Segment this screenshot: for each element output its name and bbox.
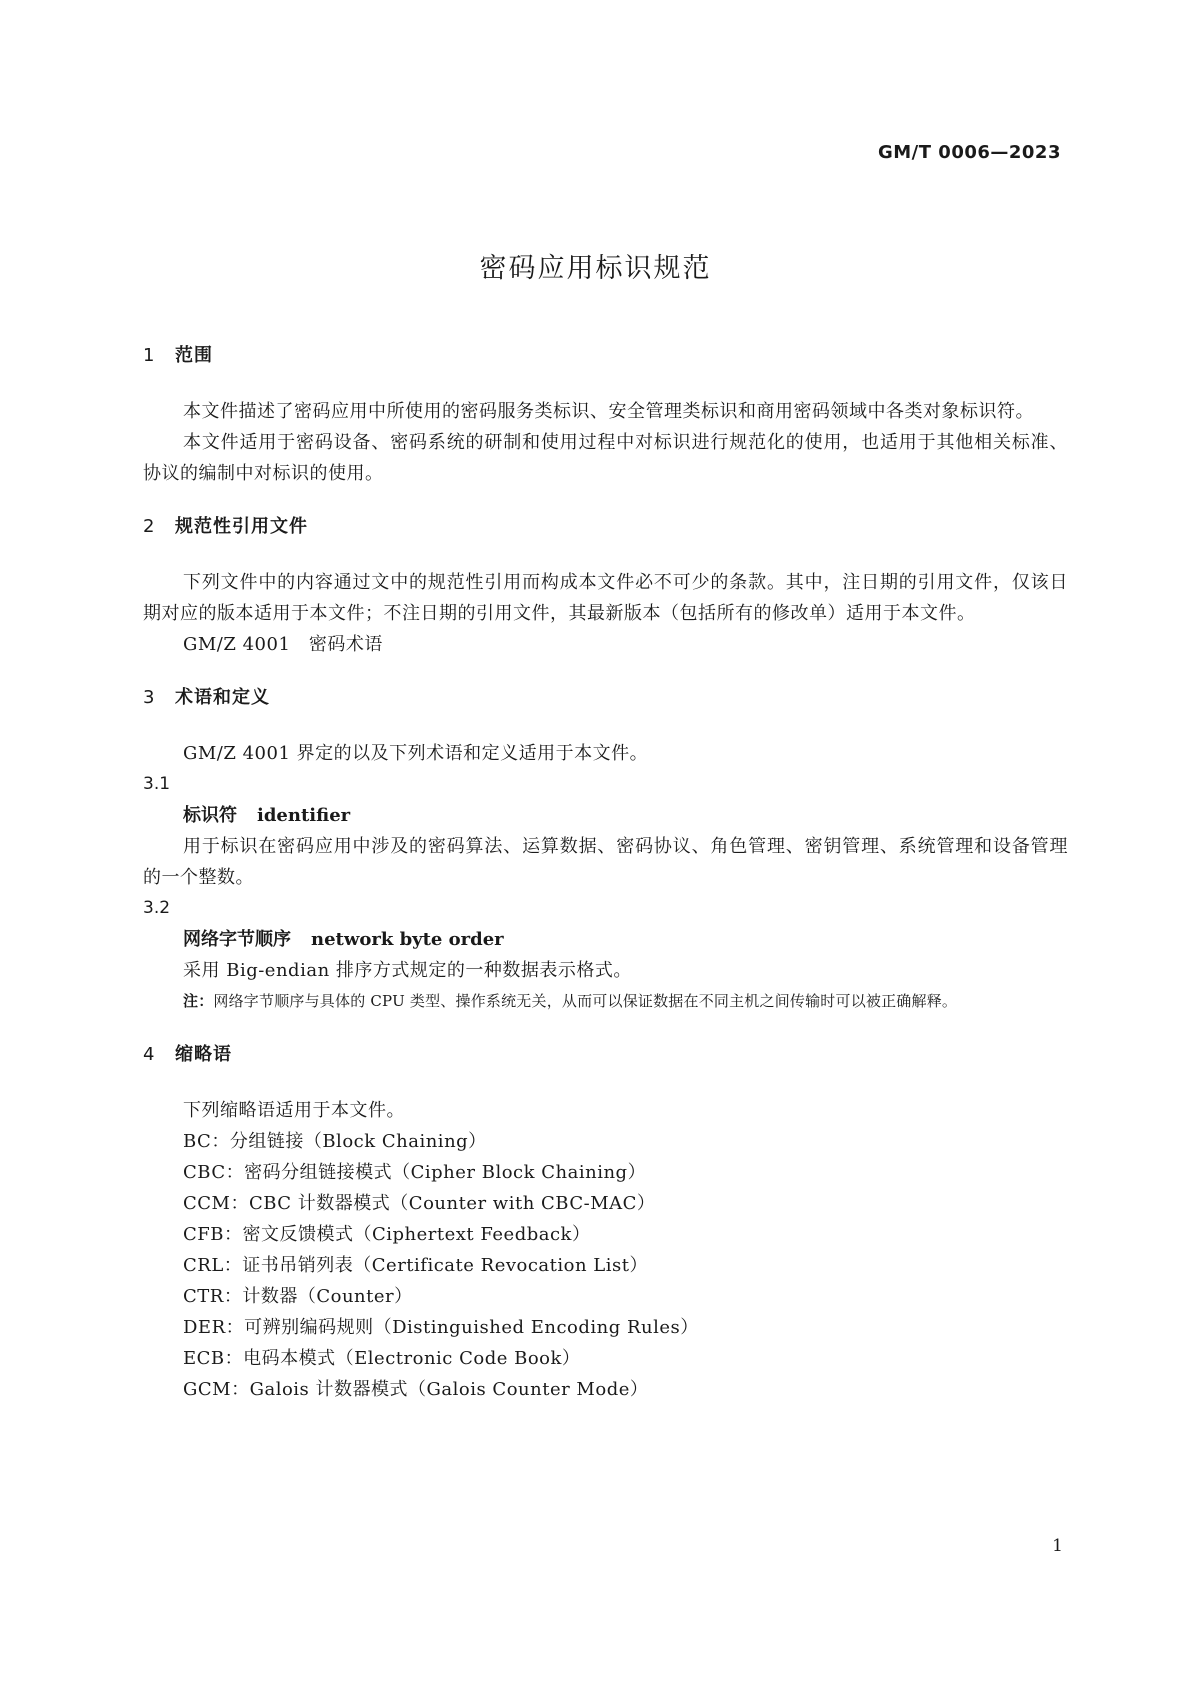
abbreviation-entry: BC：分组链接（Block Chaining） (183, 1131, 487, 1152)
paragraph: 下列文件中的内容通过文中的规范性引用而构成本文件必不可少的条款。其中，注日期的引用文件，仅该日期对应的版本适用于本文件；不注日期的引用文件，其最新版本（包括所有的修改单）适用于本文件。 (143, 572, 1068, 624)
page-number: 1 (1052, 1536, 1063, 1556)
term-en: identifier (257, 805, 351, 826)
document-body (143, 340, 1068, 1405)
note-text: 网络字节顺序与具体的 CPU 类型、操作系统无关，从而可以保证数据在不同主机之间传输时可以被正确解释。 (213, 992, 958, 1010)
section-abbreviations (143, 1039, 1068, 1405)
term-number: 3.2 (143, 898, 171, 918)
abbreviation-entry: GCM：Galois 计数器模式（Galois Counter Mode） (183, 1379, 649, 1400)
paragraph: GM/Z 4001 界定的以及下列术语和定义适用于本文件。 (183, 743, 649, 764)
abbreviation-entry: CCM：CBC 计数器模式（Counter with CBC-MAC） (183, 1193, 656, 1214)
section-number: 1 (143, 345, 156, 366)
abbreviation-entry: CTR：计数器（Counter） (183, 1286, 413, 1307)
term-entry (143, 769, 1068, 893)
section-terms-definitions (143, 682, 1068, 1017)
paragraph: 本文件描述了密码应用中所使用的密码服务类标识、安全管理类标识和商用密码领域中各类对象标识符。 (183, 401, 1034, 422)
abbreviation-entry: ECB：电码本模式（Electronic Code Book） (183, 1348, 581, 1369)
section-heading (143, 340, 1068, 372)
term-entry (143, 893, 1068, 1017)
section-title: 规范性引用文件 (175, 516, 308, 537)
abbreviation-entry: CRL：证书吊销列表（Certificate Revocation List） (183, 1255, 648, 1276)
term-zh: 网络字节顺序 (183, 929, 291, 950)
section-scope (143, 340, 1068, 489)
note-label: 注： (183, 992, 214, 1010)
term-definition: 采用 Big-endian 排序方式规定的一种数据表示格式。 (183, 960, 632, 981)
section-title: 缩略语 (175, 1044, 232, 1065)
section-title: 范围 (175, 345, 213, 366)
abbreviation-entry: DER：可辨别编码规则（Distinguished Encoding Rules） (183, 1317, 699, 1338)
term-name (143, 924, 1068, 955)
reference-entry: GM/Z 4001 密码术语 (183, 634, 383, 655)
term-definition: 用于标识在密码应用中涉及的密码算法、运算数据、密码协议、角色管理、密钥管理、系统管理和设备管理的一个整数。 (143, 836, 1068, 888)
paragraph: 下列缩略语适用于本文件。 (183, 1100, 405, 1121)
section-number: 3 (143, 687, 156, 708)
paragraph: 本文件适用于密码设备、密码系统的研制和使用过程中对标识进行规范化的使用，也适用于其他相关标准、协议的编制中对标识的使用。 (143, 432, 1068, 484)
document-title: 密码应用标识规范 (479, 253, 712, 284)
section-title: 术语和定义 (175, 687, 270, 708)
term-name (143, 800, 1068, 831)
term-en: network byte order (311, 929, 504, 950)
section-number: 2 (143, 516, 156, 537)
term-number: 3.1 (143, 774, 171, 794)
term-note (143, 986, 1068, 1017)
section-number: 4 (143, 1044, 156, 1065)
section-heading (143, 682, 1068, 714)
standard-code: GM/T 0006—2023 (877, 142, 1061, 163)
section-heading (143, 1039, 1068, 1071)
term-zh: 标识符 (183, 805, 237, 826)
section-normative-references (143, 511, 1068, 660)
abbreviation-entry: CBC：密码分组链接模式（Cipher Block Chaining） (183, 1162, 647, 1183)
section-heading (143, 511, 1068, 543)
abbreviation-entry: CFB：密文反馈模式（Ciphertext Feedback） (183, 1224, 591, 1245)
